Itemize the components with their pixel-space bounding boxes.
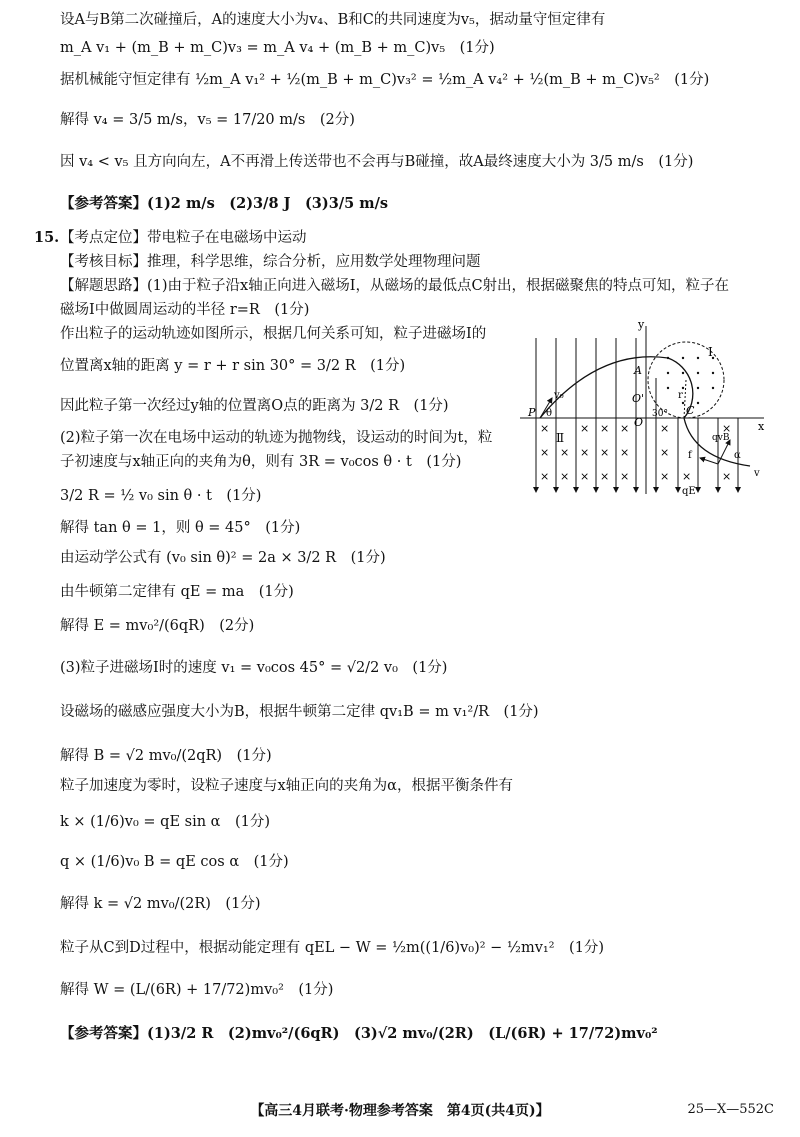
svg-text:×: × [660, 446, 670, 459]
point-oprime: O' [632, 392, 645, 405]
field-diagram [518, 318, 768, 498]
text-line: 解得 B = √2 mv₀/(2qR) (1分) [60, 748, 272, 764]
text-line: 粒子加速度为零时，设粒子速度与x轴正向的夹角为α，根据平衡条件有 [60, 778, 513, 794]
alpha-label: α [734, 450, 741, 461]
text-line: 【考点定位】带电粒子在电磁场中运动 [60, 230, 307, 246]
text-line: 由运动学公式有 (v₀ sin θ)² = 2a × 3/2 R (1分) [60, 550, 386, 566]
svg-text:×: × [600, 470, 610, 483]
text-line: 子初速度与x轴正向的夹角为θ，则有 3R = v₀cos θ · t (1分) [60, 454, 462, 470]
formula-momentum: m_A v₁ + (m_B + m_C)v₃ = m_A v₄ + (m_B + m_C)v₅ (1分) [60, 40, 495, 56]
page-footer: 【高三4月联考·物理参考答案 第4页(共4页)】 [250, 1103, 550, 1119]
text-line: q × (1/6)v₀ B = qE cos α (1分) [60, 854, 289, 870]
theta-label: θ [546, 408, 553, 419]
v-label: v [754, 468, 760, 479]
answer-key-15: 【参考答案】(1)3/2 R (2)mv₀²/(6qR) (3)√2 mv₀/(2R) (L/(6R) + 17/72)mv₀² [60, 1025, 658, 1042]
svg-text:×: × [722, 422, 732, 435]
svg-text:×: × [600, 422, 610, 435]
svg-text:×: × [540, 422, 550, 435]
point-c: C [686, 404, 695, 417]
y-label: y [638, 318, 645, 331]
svg-text:×: × [580, 422, 590, 435]
text-line: 因此粒子第一次经过y轴的位置离O点的距离为 3/2 R (1分) [60, 398, 449, 414]
formula-energy: 据机械能守恒定律有 ½m_A v₁² + ½(m_B + m_C)v₃² = ½m_A v₄² + ½(m_B + m_C)v₅² (1分) [60, 72, 710, 88]
text-line: 由牛顿第二定律有 qE = ma (1分) [60, 584, 294, 600]
text-line: 解得 tan θ = 1，则 θ = 45° (1分) [60, 520, 301, 536]
text-line: 解得 E = mv₀²/(6qR) (2分) [60, 618, 255, 634]
f-label: f [688, 450, 692, 461]
text-line: 解得 W = (L/(6R) + 17/72)mv₀² (1分) [60, 982, 334, 998]
svg-text:×: × [600, 446, 610, 459]
svg-text:×: × [620, 422, 630, 435]
svg-text:×: × [580, 446, 590, 459]
radius-label: r [678, 390, 683, 401]
doc-code: 25—X—552C [687, 1102, 774, 1117]
text-line: 因 v₄ < v₅ 且方向向左，A不再滑上传送带也不会再与B碰撞，故A最终速度大小为 3/5 m/s (1分) [60, 154, 694, 170]
point-o: O [634, 416, 644, 429]
region2-label: Ⅱ [556, 431, 565, 445]
svg-text:×: × [620, 446, 630, 459]
text-line: 解得 k = √2 mv₀/(2R) (1分) [60, 896, 261, 912]
text-line: 位置离x轴的距离 y = r + r sin 30° = 3/2 R (1分) [60, 358, 406, 374]
text-line: 粒子从C到D过程中，根据动能定理有 qEL − W = ½m((1/6)v₀)² − ½mv₁² (1分) [60, 940, 605, 956]
region1-label: Ⅰ [708, 345, 713, 359]
text-line: (2)粒子第一次在电场中运动的轨迹为抛物线，设运动的时间为t，粒 [60, 430, 493, 446]
point-p: P [528, 406, 536, 419]
qe-label: qE [682, 486, 696, 497]
svg-text:×: × [560, 446, 570, 459]
solution-v4-v5: 解得 v₄ = 3/5 m/s，v₅ = 17/20 m/s (2分) [60, 112, 355, 128]
svg-text:×: × [540, 446, 550, 459]
x-label: x [758, 420, 765, 433]
point-a: A [634, 364, 642, 377]
angle-30-label: 30° [652, 409, 668, 419]
text-line: 【解题思路】(1)由于粒子沿x轴正向进入磁场Ⅰ，从磁场的最低点C射出，根据磁聚焦的特点可知，粒子在 [60, 278, 730, 294]
text-line: (3)粒子进磁场Ⅰ时的速度 v₁ = v₀cos 45° = √2/2 v₀ (1分) [60, 660, 448, 676]
text-line: 设磁场的磁感应强度大小为B，根据牛顿第二定律 qv₁B = m v₁²/R (1分) [60, 704, 539, 720]
svg-text:×: × [682, 470, 692, 483]
svg-text:×: × [660, 422, 670, 435]
svg-text:×: × [660, 470, 670, 483]
text-line: k × (1/6)v₀ = qE sin α (1分) [60, 814, 271, 830]
svg-text:×: × [560, 470, 570, 483]
svg-text:×: × [540, 470, 550, 483]
question-number: 15. [34, 229, 60, 246]
svg-text:×: × [620, 470, 630, 483]
v0-label: v₀ [554, 390, 564, 401]
text-line: 【考核目标】推理，科学思维，综合分析，应用数学处理物理问题 [60, 254, 481, 270]
text-line: 作出粒子的运动轨迹如图所示，根据几何关系可知，粒子进磁场Ⅰ的 [60, 326, 487, 342]
svg-text:×: × [580, 470, 590, 483]
answer-key-14: 【参考答案】(1)2 m/s (2)3/8 J (3)3/5 m/s [60, 195, 389, 212]
field-lines [536, 338, 738, 492]
text-line: 设A与B第二次碰撞后，A的速度大小为v₄、B和C的共同速度为v₅，据动量守恒定律有 [60, 12, 606, 28]
qvb-label: qvB [712, 433, 730, 443]
text-line: 3/2 R = ½ v₀ sin θ · t (1分) [60, 488, 262, 504]
text-line: 磁场Ⅰ中做圆周运动的半径 r=R (1分) [60, 302, 310, 318]
svg-text:×: × [722, 470, 732, 483]
